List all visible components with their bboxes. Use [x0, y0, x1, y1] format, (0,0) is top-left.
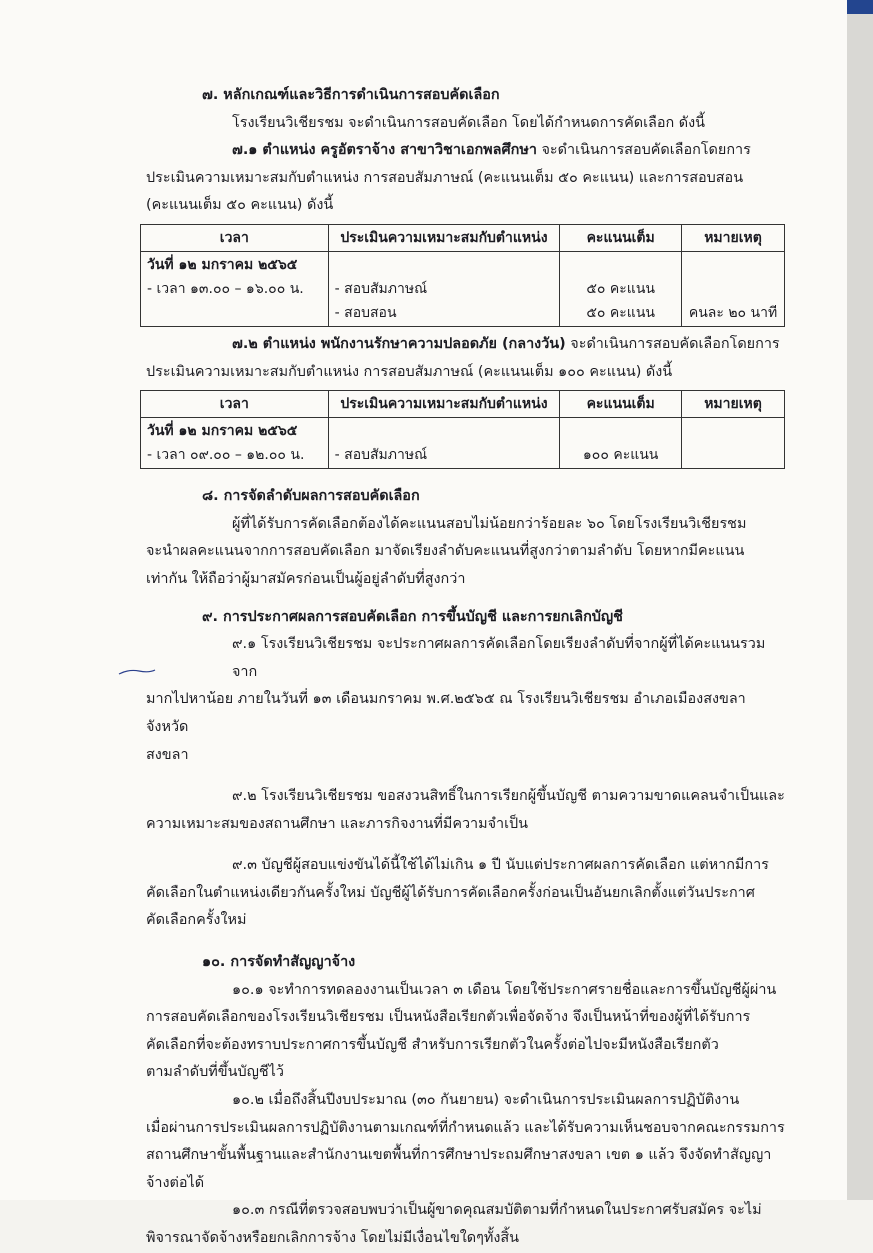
col-fullscore-header: คะแนนเต็ม [560, 391, 682, 418]
score-value: ๕๐ คะแนน [586, 280, 655, 297]
clause-10-2-line2: เมื่อผ่านการประเมินผลการปฏิบัติงานตามเกณฑ์ที่กำหนดแล้ว และได้รับความเห็นชอบจากคณะกรรมการ [146, 1119, 785, 1136]
section-8-line3: เท่ากัน ให้ถือว่าผู้มาสมัครก่อนเป็นผู้อยู่ลำดับที่สูงกว่า [146, 570, 466, 587]
remark-cell [682, 251, 785, 326]
section-9-heading: ๙. การประกาศผลการสอบคัดเลือก การขึ้นบัญชี และการยกเลิกบัญชี [202, 608, 623, 625]
remark-value: คนละ ๒๐ นาที [688, 304, 778, 321]
exam-time: - เวลา ๐๙.๐๐ – ๑๒.๐๐ น. [147, 447, 305, 464]
assessment-item: - สอบสัมภาษณ์ [334, 280, 428, 297]
clause-9-1-line2: มากไปหาน้อย ภายในวันที่ ๑๓ เดือนมกราคม พ.ศ.๒๕๖๕ ณ โรงเรียนวิเชียรชม อำเภอเมืองสงขลา จังหวัด [146, 691, 746, 735]
clause-9-3-line2: คัดเลือกในตำแหน่งเดียวกันครั้งใหม่ บัญชีผู้ได้รับการคัดเลือกครั้งก่อนเป็นอันยกเลิกตั้งแต่วันประกาศ [146, 884, 755, 901]
clause-9-2-line2: ความเหมาะสมของสถานศึกษา และภารกิจงานที่มีความจำเป็น [146, 815, 529, 832]
col-time-header: เวลา [141, 391, 329, 418]
clause-9-3-line3: คัดเลือกครั้งใหม่ [146, 912, 247, 929]
clause-7-2-title: ๗.๒ ตำแหน่ง พนักงานรักษาความปลอดภัย (กลางวัน) [232, 335, 566, 352]
clause-10-1-line1: ๑๐.๑ จะทำการทดลองงานเป็นเวลา ๓ เดือน โดยใช้ประกาศรายชื่อและการขึ้นบัญชีผู้ผ่าน [232, 981, 777, 998]
schedule-table-1 [140, 224, 785, 327]
score-value: ๕๐ คะแนน [586, 304, 655, 321]
col-assessment-header: ประเมินความเหมาะสมกับตำแหน่ง [328, 224, 560, 251]
section-8-heading: ๘. การจัดลำดับผลการสอบคัดเลือก [202, 488, 420, 505]
remark-cell [682, 418, 785, 469]
clause-10-1-line3: คัดเลือกที่จะต้องทราบประกาศการขึ้นบัญชี สำหรับการเรียกตัวในครั้งต่อไปจะมีหนังสือเรียกตัว [146, 1036, 719, 1053]
score-cell [560, 418, 682, 469]
clause-10-1-line2: การสอบคัดเลือกของโรงเรียนวิเชียรชม เป็นหนังสือเรียกตัวเพื่อจัดจ้าง จึงเป็นหน้าที่ของผู้ที่ได้รับการ [146, 1009, 751, 1026]
exam-date: วันที่ ๑๒ มกราคม ๒๕๖๕ [147, 256, 298, 273]
col-assessment-header: ประเมินความเหมาะสมกับตำแหน่ง [328, 391, 560, 418]
scan-edge-marker [847, 0, 873, 14]
clause-7-1-line2: ประเมินความเหมาะสมกับตำแหน่ง การสอบสัมภาษณ์ (คะแนนเต็ม ๕๐ คะแนน) และการสอบสอน [146, 169, 744, 186]
col-remark-header: หมายเหตุ [682, 391, 785, 418]
score-value: ๑๐๐ คะแนน [582, 447, 659, 464]
section-8-line1: ผู้ที่ได้รับการคัดเลือกต้องได้คะแนนสอบไม่น้อยกว่าร้อยละ ๖๐ โดยโรงเรียนวิเชียรชม [232, 515, 747, 532]
clause-10-2-line3: สถานศึกษาขั้นพื้นฐานและสำนักงานเขตพื้นที่การศึกษาประถมศึกษาสงขลา เขต ๑ แล้ว จึงจัดทำสัญญา [146, 1147, 772, 1164]
time-cell [141, 418, 329, 469]
section-10-heading: ๑๐. การจัดทำสัญญาจ้าง [202, 954, 356, 971]
clause-7-1-rest: จะดำเนินการสอบคัดเลือกโดยการ [536, 142, 751, 159]
clause-7-2-rest: จะดำเนินการสอบคัดเลือกโดยการ [565, 335, 780, 352]
exam-time: - เวลา ๑๓.๐๐ – ๑๖.๐๐ น. [147, 280, 304, 297]
clause-9-2-line1: ๙.๒ โรงเรียนวิเชียรชม ขอสงวนสิทธิ์ในการเรียกผู้ขึ้นบัญชี ตามความขาดแคลนจำเป็นและ [232, 788, 785, 805]
assessment-cell [328, 418, 560, 469]
clause-7-2 [146, 331, 786, 359]
clause-10-3-line2: พิจารณาจัดจ้างหรือยกเลิกการจ้าง โดยไม่มีเงื่อนไขใดๆทั้งสิ้น [146, 1230, 520, 1246]
time-cell [141, 251, 329, 326]
clause-7-1 [146, 137, 786, 165]
clause-10-1-line4: ตามลำดับที่ขึ้นบัญชีไว้ [146, 1064, 284, 1081]
score-cell [560, 251, 682, 326]
col-fullscore-header: คะแนนเต็ม [560, 224, 682, 251]
schedule-table-2 [140, 390, 785, 469]
table-header-row [141, 224, 785, 251]
clause-9-1-line3: สงขลา [146, 746, 189, 763]
clause-10-2-line4: จ้างต่อได้ [146, 1174, 205, 1191]
clause-10-2-line1: ๑๐.๒ เมื่อถึงสิ้นปีงบประมาณ (๓๐ กันยายน) จะดำเนินการประเมินผลการปฏิบัติงาน [232, 1092, 740, 1109]
section-7-intro: โรงเรียนวิเชียรชม จะดำเนินการสอบคัดเลือก โดยได้กำหนดการคัดเลือก ดังนี้ [232, 114, 705, 131]
table-header-row [141, 391, 785, 418]
col-time-header: เวลา [141, 224, 329, 251]
clause-7-1-title: ๗.๑ ตำแหน่ง ครูอัตราจ้าง สาขาวิชาเอกพลศึกษา [232, 142, 537, 159]
col-remark-header: หมายเหตุ [682, 224, 785, 251]
table-row [141, 251, 785, 326]
clause-9-1-line1: ๙.๑ โรงเรียนวิเชียรชม จะประกาศผลการคัดเลือกโดยเรียงลำดับที่จากผู้ที่ได้คะแนนรวมจาก [232, 636, 766, 680]
assessment-item: - สอบสัมภาษณ์ [334, 447, 428, 464]
section-7-heading: ๗. หลักเกณฑ์และวิธีการดำเนินการสอบคัดเลือก [202, 87, 500, 103]
assessment-item: - สอบสอน [334, 304, 397, 321]
table-row [141, 418, 785, 469]
pen-stroke-mark [117, 668, 157, 676]
scan-edge [847, 0, 873, 1200]
section-8-line2: จะนำผลคะแนนจากการสอบคัดเลือก มาจัดเรียงลำดับคะแนนที่สูงกว่าตามลำดับ โดยหากมีคะแนน [146, 543, 745, 560]
exam-date: วันที่ ๑๒ มกราคม ๒๕๖๕ [147, 423, 298, 440]
clause-10-3-line1: ๑๐.๓ กรณีที่ตรวจสอบพบว่าเป็นผู้ขาดคุณสมบัติตามที่กำหนดในประกาศรับสมัคร จะไม่ [232, 1202, 762, 1219]
clause-9-3-line1: ๙.๓ บัญชีผู้สอบแข่งขันได้นี้ใช้ได้ไม่เกิน ๑ ปี นับแต่ประกาศผลการคัดเลือก แต่หากมีการ [232, 857, 769, 874]
clause-7-2-line2: ประเมินความเหมาะสมกับตำแหน่ง การสอบสัมภาษณ์ (คะแนนเต็ม ๑๐๐ คะแนน) ดังนี้ [146, 363, 673, 380]
assessment-cell [328, 251, 560, 326]
document-body [146, 82, 786, 1253]
clause-7-1-line3: (คะแนนเต็ม ๕๐ คะแนน) ดังนี้ [146, 197, 334, 214]
